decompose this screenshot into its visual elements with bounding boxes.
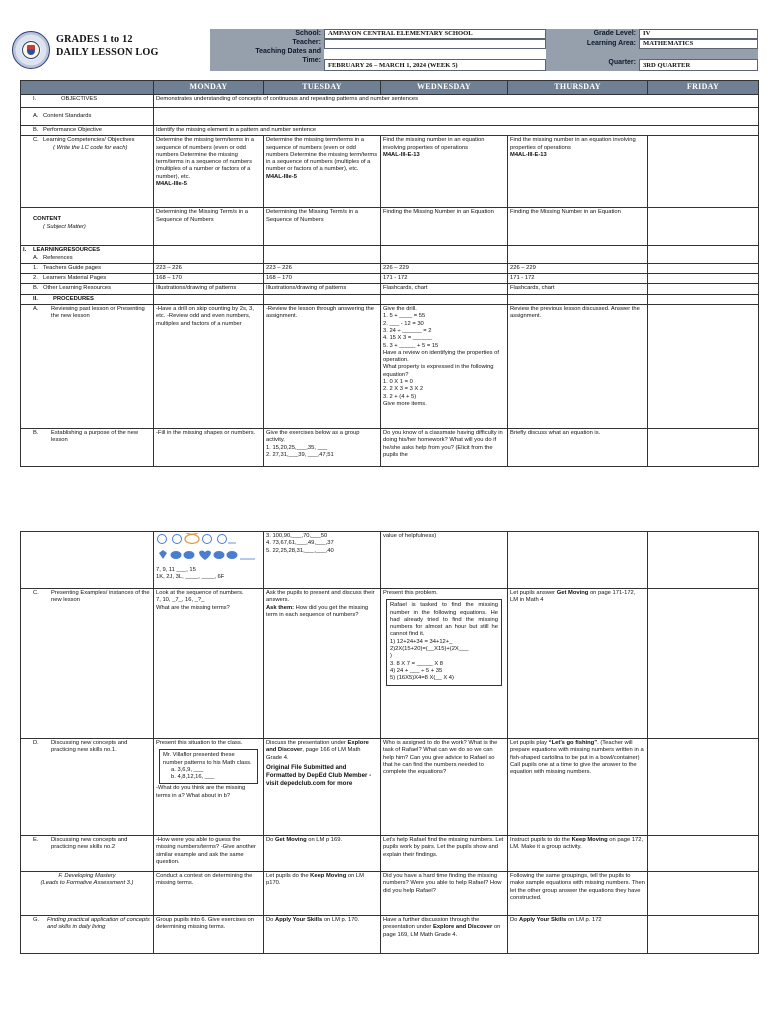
row-purpose-continued: [21, 532, 759, 589]
grade-value: IV: [639, 29, 758, 39]
deped-watermark-note: Original File Submitted and Formatted by DepEd Club Member - visit depedclub.com for more: [266, 763, 372, 788]
tg-tue: 223 – 226: [264, 263, 381, 273]
discuss1-mon: Present this situation to the class. Mr. Villaflor presented these number patterns to his Math class. a. 3,6,9, ___ b. 4,8,12,16, ___ -What do you think are the missing terms in a? What about in b?: [154, 739, 264, 836]
review-tue: -Review the lesson through answering the assignment.: [264, 305, 381, 429]
application-mon: Group pupils into 6. Give exercises on determining missing terms.: [154, 916, 264, 954]
teacher-label: Teacher:: [292, 39, 321, 46]
mastery-wed: Did you have a hard time finding the missing numbers? Were you able to help Rafael? How did you help Rafael?: [381, 872, 508, 916]
tg-wed: 226 – 229: [381, 263, 508, 273]
mastery-label: Developing Mastery: [64, 873, 116, 879]
content-standards-label: Content Standards: [43, 112, 92, 119]
content-thu: Finding the Missing Number in an Equation: [508, 208, 648, 246]
discuss2-wed: Let’s help Rafael find the missing numbers. Let pupils work by pairs. Let the pupils show and explain their findings.: [381, 836, 508, 872]
row-performance-objective: B. Performance Objective Identify the missing element in a pattern and number sentence: [21, 126, 759, 136]
dates-label-1: Teaching Dates and: [255, 48, 321, 55]
mastery-mon: Conduct a contest on determining the missing terms.: [154, 872, 264, 916]
presenting-wed: Present this problem. Rafael is tasked to find the missing number in the following equations. He had already tried to find the missing numbers for almost an hour but still he cannot find it. 1) 12+24+34 = 34+12+_ 2)2X(15+20)=(__X15)+(2X___ ) 3. 8 X 7 = _____ X 8 4) 24 + ___ ÷ 5 + 35 5) (16X5)X4=8 X(__ X 4): [381, 589, 508, 739]
other-mon: Illustrations/drawing of patterns: [154, 284, 264, 294]
competencies-wed: Find the missing number in an equation involving properties of operations M4AL-III-E-13: [381, 136, 508, 208]
day-tuesday: TUESDAY: [264, 81, 381, 95]
quarter-label: Quarter:: [608, 59, 636, 66]
school-value: AMPAYON CENTRAL ELEMENTARY SCHOOL: [324, 29, 546, 39]
competencies-sub: ( Write the LC code for each): [53, 144, 128, 151]
quarter-value: 3RD QUARTER: [639, 59, 758, 71]
dates-label-2: Time:: [302, 57, 321, 64]
purpose-tue: Give the exercises below as a group activity. 1. 15,20,25,___,35, ___ 2. 27,31,___39, ___,47,51: [264, 429, 381, 467]
rafael-problem-box: Rafael is tasked to find the missing number in the following equations. He had already tried to find the missing numbers for almost an hour but still he cannot find it. 1) 12+24+34 = 34+12+_ 2)2X(15+20)=(__X15)+(2X___ ) 3. 8 X 7 = _____ X 8 4) 24 + ___ ÷ 5 + 35 5) (16X5)X4=8 X(__ X 4): [386, 599, 502, 685]
content-sub: ( Subject Matter): [43, 223, 86, 230]
references-label: References: [43, 254, 73, 261]
teachers-guide-label: Teachers Guide pages: [43, 264, 102, 271]
competencies-label: Learning Competencies/ Objectives: [43, 137, 135, 144]
competencies-mon: Determine the missing term/terms in a sequence of numbers (even or odd numbers Determine the missing term/terms in a sequence of numbers (multiples of a number or factors of a number), etc. M4AL-IIIe-5: [154, 136, 264, 208]
application-tue: Do Apply Your Skills on LM p. 170.: [264, 916, 381, 954]
lc-code-thu: M4AL-III-E-13: [510, 151, 547, 158]
school-label: School:: [295, 30, 321, 37]
mastery-tue: Let pupils do the Keep Moving on LM p170.: [264, 872, 381, 916]
competencies-fri: [648, 136, 759, 208]
lesson-table-page-2: [20, 531, 759, 954]
row-discussing-1: D. Discussing new concepts and practicing new skills no.1. Present this situation to the class. Mr. Villaflor presented these number patterns to his Math class. a. 3,6,9, ___ b. 4,8,12,16, ___ -What do you think are the missing terms in a? What about in b? Discuss the presentation under Explore and Discover, page 166 of LM Math Grade 4. Original File Submitted and Formatted by DepEd Club Member - visit depedclub.com for more Who is assigned to do the work? What is the task of Rafael? What can we do so we can help him? Can you give advice to Rafael so that he can find the numbers needed to complete the equations? Let pupils play “Let’s go fishing”. (Teacher will prepare equations with missing numbers written in a fish-shaped cartolina to be put in a bowl/container) Call pupils one at a time to give the answer to the equation with missing numbers.: [21, 739, 759, 836]
row-reviewing: A. Reviewing past lesson or Presenting the new lesson -Have a drill on skip counting by 2s, 3, etc. -Review odd and even numbers, multiples and factors of a number -Review the lesson through answering the assignment. Give the drill. 1. 5 + ____ = 55 2. ___ - 12 = 30 3. 24 ÷ ______ = 2 4. 15 X 3 = ______ 5. 3 + _____ + 5 = 15 Have a review on identifying the properties of operation. What property is expressed in the following equation? 1. 0 X 1 = 0 2. 2 X 3 = 3 X 2 3. 2 + (4 + 5) Give more items. Review the previous lesson discussed. Answer the assignment.: [21, 305, 759, 429]
dates-value: FEBRUARY 26 – MARCH 1, 2024 (WEEK 5): [324, 59, 546, 71]
lc-code-mon: M4AL-IIIe-5: [156, 181, 187, 188]
day-header-row: [21, 81, 759, 95]
deped-seal-icon: [12, 31, 50, 69]
row-teachers-guide: 1. Teachers Guide pages 223 – 226 223 – 226 226 – 229 226 – 229: [21, 263, 759, 273]
performance-objective-text: Identify the missing element in a pattern and number sentence: [154, 126, 759, 136]
title-line-2: DAILY LESSON LOG: [56, 46, 159, 58]
competencies-thu: Find the missing number in an equation involving properties of operations M4AL-III-E-13: [508, 136, 648, 208]
purpose-wed: Do you know of a classmate having difficulty in doing his/her homework? What will you do if he/she asks help from you? (Elicit from the pupils the: [381, 429, 508, 467]
discuss1-wed: Who is assigned to do the work? What is the task of Rafael? What can we do so we can help him? Can you give advice to Rafael so that he can find the numbers needed to complete the equations?: [381, 739, 508, 836]
content-wed: Finding the Missing Number in an Equation: [381, 208, 508, 246]
lesson-log-header: [10, 29, 758, 71]
area-value: MATHEMATICS: [639, 39, 758, 49]
row-mastery: F. Developing Mastery (Leads to Formative Assessment 3.) Conduct a contest on determining the missing terms. Let pupils do the Keep Moving on LM p170. Did you have a hard time finding the missing numbers? Were you able to help Rafael? How did you help Rafael? Following the same groupings, tell the pupils to make sample equations with missing numbers. Then let the other group answer the equations they have constructed.: [21, 872, 759, 916]
purpose-wed-continued: value of helpfulness): [381, 532, 508, 589]
row-purpose: B. Establishing a purpose of the new lesson -Fill in the missing shapes or numbers. Give the exercises below as a group activity. 1. 15,20,25,___,35, ___ 2. 27,31,___39, ___,47,51 Do you know of a classmate having difficulty in doing his/her homework? What will you do if he/she asks help from you? (Elicit from the pupils the Briefly discuss what an equation is.: [21, 429, 759, 467]
learning-resources-label: LEARNINGRESOURCES: [33, 247, 100, 254]
row-content: [21, 208, 759, 246]
content-tue: Determining the Missing Term/s in a Sequence of Numbers: [264, 208, 381, 246]
teacher-value: [324, 39, 546, 49]
discussing-1-label: Discussing new concepts and practicing new skills no.1.: [51, 740, 128, 754]
row-procedures: II. PROCEDURES: [21, 294, 759, 304]
application-wed: Have a further discussion through the presentation under Explore and Discover on page 169, LM Math Grade 4.: [381, 916, 508, 954]
learners-material-label: Learners Material Pages: [43, 275, 107, 282]
row-objectives: I. OBJECTIVES Demonstrates understanding of concepts of continuous and repeating patterns and number sentences: [21, 95, 759, 108]
content-label: CONTENT: [33, 216, 62, 223]
grade-label: Grade Level:: [593, 30, 636, 37]
lm-mon: 168 – 170: [154, 274, 264, 284]
discuss2-tue: Do Get Moving on LM p 169.: [264, 836, 381, 872]
row-competencies: C. Learning Competencies/ Objectives ( Write the LC code for each) Determine the missing term/terms in a sequence of numbers (even or odd numbers Determine the missing term/terms in a sequence of numbers (multiples of a number or factors of a number), etc. M4AL-IIIe-5 Determine the missing term/terms in a sequence of numbers (even or odd numbers Determine the missing term/terms in a sequence of numbers (multiples of a number or factors of a number), etc. M4AL-IIIe-5 Find the missing number in an equation involving properties of operations M4AL-III-E-13 Find the missing number in an equation involving properties of operations M4AL-III-E-13: [21, 136, 759, 208]
discuss2-mon: -How were you able to guess the missing numbers/terms? -Give another similar example and ask the same question.: [154, 836, 264, 872]
procedures-label: PROCEDURES: [53, 295, 94, 302]
row-content-standards: A. Content Standards: [21, 108, 759, 126]
review-mon: -Have a drill on skip counting by 2s, 3, etc. -Review odd and even numbers, multiples and factors of a number: [154, 305, 264, 429]
missing-shapes-figure: [156, 533, 261, 567]
lm-tue: 168 – 170: [264, 274, 381, 284]
row-presenting: C. Presenting Examples/ instances of the new lesson Look at the sequence of numbers. 7, 10, _7_, 16, _?_ What are the missing terms? Ask the pupils to present and discuss their answers. Ask them: How did you get the missing term in each sequence of numbers? Present this problem. Rafael is tasked to find the missing number in the following equations. He had already tried to find the missing numbers for almost an hour but still he cannot find it. 1) 12+24+34 = 34+12+_ 2)2X(15+20)=(__X15)+(2X___ ) 3. 8 X 7 = _____ X 8 4) 24 + ___ ÷ 5 + 35 5) (16X5)X4=8 X(__ X 4) Let pupils answer Get Moving on page 171-172, LM in Math 4: [21, 589, 759, 739]
villaflor-box: Mr. Villaflor presented these number patterns to his Math class. a. 3,6,9, ___ b. 4,8,12,16, ___: [159, 749, 258, 784]
shapes-pattern-icon: [156, 533, 260, 567]
presenting-mon: Look at the sequence of numbers. 7, 10, _7_, 16, _?_ What are the missing terms?: [154, 589, 264, 739]
purpose-mon-continued: 7, 9, 11 ___, 15 1K, 2J, 3L, ____, ____, 6F: [154, 532, 264, 589]
day-friday: FRIDAY: [648, 81, 759, 95]
discuss1-tue: Discuss the presentation under Explore and Discover, page 166 of LM Math Grade 4. Original File Submitted and Formatted by DepEd Club Member - visit depedclub.com for more: [264, 739, 381, 836]
purpose-thu: Briefly discuss what an equation is.: [508, 429, 648, 467]
other-tue: Illustrations/drawing of patterns: [264, 284, 381, 294]
day-thursday: THURSDAY: [508, 81, 648, 95]
lesson-table-page-1: [20, 80, 759, 467]
objectives-label: OBJECTIVES: [61, 96, 98, 102]
other-wed: Flashcards, chart: [381, 284, 508, 294]
row-learners-material: 2. Learners Material Pages 168 – 170 168 – 170 171 - 172 171 - 172: [21, 274, 759, 284]
mastery-thu: Following the same groupings, tell the pupils to make sample equations with missing numbers. Then let the other group answer the equations they have constructed.: [508, 872, 648, 916]
discussing-2-label: Discussing new concepts and practicing new skills no.2: [51, 837, 128, 851]
lm-wed: 171 - 172: [381, 274, 508, 284]
area-label: Learning Area:: [586, 40, 636, 47]
tg-mon: 223 – 226: [154, 263, 264, 273]
day-monday: MONDAY: [154, 81, 264, 95]
purpose-tue-continued: 3. 100,90,___,70,___50 4. 73,67,61,___,49,___,37 5. 22,25,28,31,___,___,40: [264, 532, 381, 589]
tg-thu: 226 – 229: [508, 263, 648, 273]
purpose-mon: -Fill in the missing shapes or numbers.: [154, 429, 264, 467]
discuss1-thu: Let pupils play “Let’s go fishing”. (Teacher will prepare equations with missing numbers written in a fish-shaped cartolina to be put in a bowl/container) Call pupils one at a time to give the answer to the equation with missing numbers.: [508, 739, 648, 836]
corner-cell: [21, 81, 154, 95]
document-title: [56, 34, 159, 60]
discuss2-thu: Instruct pupils to do the Keep Moving on page 172, LM. Make it a group activity.: [508, 836, 648, 872]
lm-thu: 171 - 172: [508, 274, 648, 284]
row-other-resources: B. Other Learning Resources Illustrations/drawing of patterns Illustrations/drawing of patterns Flashcards, chart Flashcards, chart: [21, 284, 759, 294]
lc-code-tue: M4AL-IIIe-5: [266, 173, 297, 180]
competencies-tue: Determine the missing term/terms in a sequence of numbers (even or odd numbers Determine the missing term/terms in a sequence of numbers (multiples of a number or factors of a number), etc. M4AL-IIIe-5: [264, 136, 381, 208]
content-mon: Determining the Missing Term/s in a Sequence of Numbers: [154, 208, 264, 246]
other-thu: Flashcards, chart: [508, 284, 648, 294]
row-learning-resources: I. LEARNINGRESOURCES A. References: [21, 246, 759, 264]
title-line-1: GRADES 1 to 12: [56, 34, 133, 45]
lc-code-wed: M4AL-III-E-13: [383, 151, 420, 158]
objectives-text: Demonstrates understanding of concepts of continuous and repeating patterns and number sentences: [154, 95, 759, 108]
row-application: G. Finding practical application of concepts and skills in daily living Group pupils into 6. Give exercises on determining missing terms. Do Apply Your Skills on LM p. 170. Have a further discussion through the presentation under Explore and Discover on page 169, LM Math Grade 4. Do Apply Your Skills on LM p. 172: [21, 916, 759, 954]
reviewing-label: Reviewing past lesson or Presenting the new lesson: [51, 306, 145, 320]
application-thu: Do Apply Your Skills on LM p. 172: [508, 916, 648, 954]
purpose-label: Establishing a purpose of the new lesson: [51, 430, 139, 444]
row-discussing-2: E. Discussing new concepts and practicing new skills no.2 -How were you able to guess the missing numbers/terms? -Give another similar example and ask the same question. Do Get Moving on LM p 169. Let’s help Rafael find the missing numbers. Let pupils work by pairs. Let the pupils show and explain their findings. Instruct pupils to do the Keep Moving on page 172, LM. Make it a group activity.: [21, 836, 759, 872]
review-thu: Review the previous lesson discussed. Answer the assignment.: [508, 305, 648, 429]
presenting-label: Presenting Examples/ instances of the new lesson: [51, 590, 150, 604]
application-label: Finding practical application of concepts and skills in daily living: [47, 917, 150, 931]
review-wed: Give the drill. 1. 5 + ____ = 55 2. ___ - 12 = 30 3. 24 ÷ ______ = 2 4. 15 X 3 = ______ 5. 3 + _____ + 5 = 15 Have a review on identifying the properties of operation. What property is expressed in the following equation? 1. 0 X 1 = 0 2. 2 X 3 = 3 X 2 3. 2 + (4 + 5) Give more items.: [381, 305, 508, 429]
presenting-thu: Let pupils answer Get Moving on page 171-172, LM in Math 4: [508, 589, 648, 739]
presenting-tue: Ask the pupils to present and discuss their answers. Ask them: How did you get the missing term in each sequence of numbers?: [264, 589, 381, 739]
day-wednesday: WEDNESDAY: [381, 81, 508, 95]
performance-objective-label: Performance Objective: [43, 127, 102, 133]
mastery-sub: (Leads to Formative Assessment 3.): [40, 880, 134, 887]
other-resources-label: Other Learning Resources: [43, 285, 111, 292]
content-standards-cell: [154, 108, 759, 126]
content-fri: [648, 208, 759, 246]
